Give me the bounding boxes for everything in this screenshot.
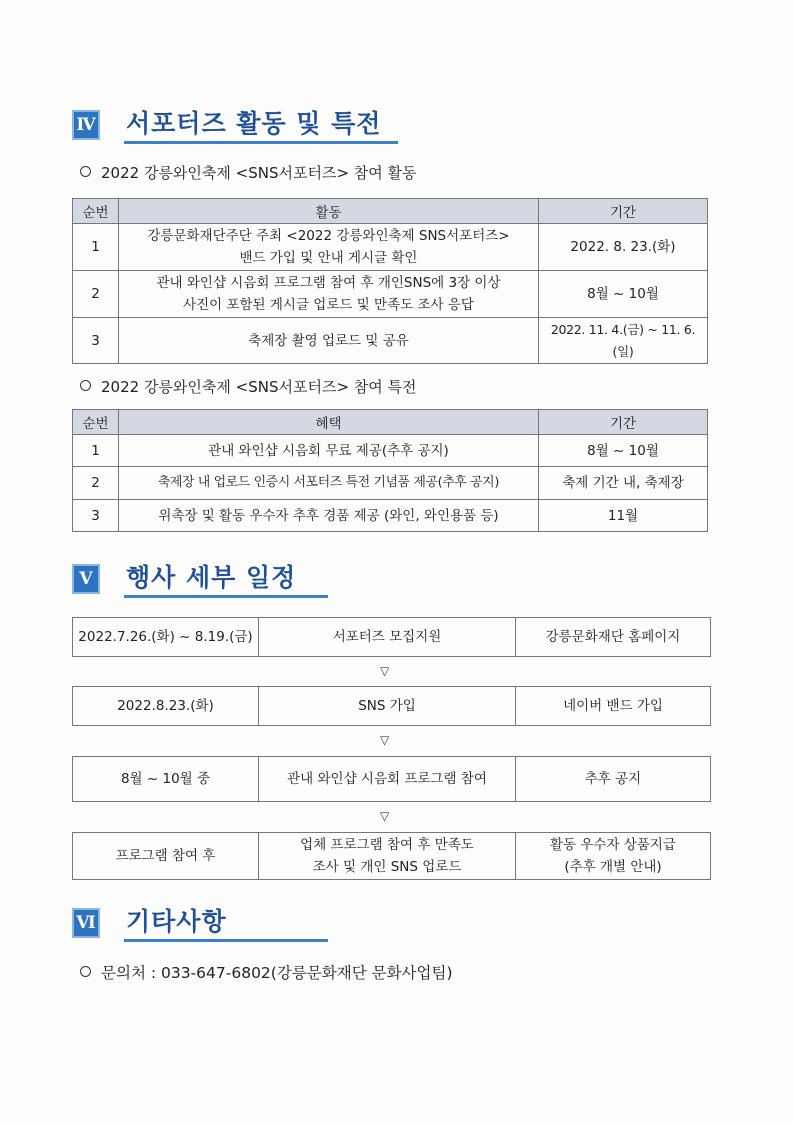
schedule-step-1 xyxy=(72,617,711,657)
step-date: 프로그램 참여 후 xyxy=(73,833,259,880)
step-note: 추후 공지 xyxy=(516,757,711,802)
table-row: 1 관내 와인샵 시음회 무료 제공(추후 공지) 8월 ~ 10월 xyxy=(73,435,708,467)
section-5-underline xyxy=(124,595,328,598)
table-row: 1 강릉문화재단주단 주최 <2022 강릉와인축제 SNS서포터즈> 밴드 가입 및 안내 게시글 확인 2022. 8. 23.(화) xyxy=(73,224,708,271)
section-4-number: Ⅳ xyxy=(72,110,100,140)
section-5-number: Ⅴ xyxy=(72,564,100,594)
circle-bullet-icon xyxy=(80,966,91,977)
table-row: 2 축제장 내 업로드 인증시 서포터즈 특전 기념품 제공(추후 공지) 축제 기간 내, 축제장 xyxy=(73,467,708,500)
step-action: 업체 프로그램 참여 후 만족도 조사 및 개인 SNS 업로드 xyxy=(259,833,516,880)
step-action: 관내 와인샵 시음회 프로그램 참여 xyxy=(259,757,516,802)
step-date: 2022.8.23.(화) xyxy=(73,687,259,726)
col-header-period: 기간 xyxy=(539,199,708,224)
table-row: 3 위촉장 및 활동 우수자 추후 경품 제공 (와인, 와인용품 등) 11월 xyxy=(73,500,708,532)
table-header-row xyxy=(73,199,708,224)
down-arrow-icon: ▽ xyxy=(380,733,390,747)
table-header-row: 순번 혜택 기간 xyxy=(73,410,708,435)
benefits-heading: 2022 강릉와인축제 <SNS서포터즈> 참여 특전 xyxy=(80,376,417,397)
schedule-step-4 xyxy=(72,832,711,880)
section-6-number: Ⅵ xyxy=(72,908,100,938)
section-6-title: 기타사항 xyxy=(126,907,227,936)
down-arrow-icon: ▽ xyxy=(380,809,390,823)
circle-bullet-icon xyxy=(80,166,91,177)
activities-table xyxy=(72,198,708,364)
section-4-title: 서포터즈 활동 및 특전 xyxy=(126,109,382,138)
step-date: 8월 ~ 10월 중 xyxy=(73,757,259,802)
schedule-step-3 xyxy=(72,756,711,802)
circle-bullet-icon xyxy=(80,380,91,391)
schedule-step-2 xyxy=(72,686,711,726)
step-note: 네이버 밴드 가입 xyxy=(516,687,711,726)
down-arrow-icon: ▽ xyxy=(380,664,390,678)
benefits-table xyxy=(72,409,708,532)
section-4-underline xyxy=(124,141,398,144)
contact-info: 문의처 : 033-647-6802(강릉문화재단 문화사업팀) xyxy=(80,961,453,983)
step-date: 2022.7.26.(화) ~ 8.19.(금) xyxy=(73,618,259,657)
table-row: 3 축제장 촬영 업로드 및 공유 2022. 11. 4.(금) ~ 11. 6.(일) xyxy=(73,318,708,364)
step-action: SNS 가입 xyxy=(259,687,516,726)
step-note: 활동 우수자 상품지급 (추후 개별 안내) xyxy=(516,833,711,880)
col-header-activity: 활동 xyxy=(119,199,539,224)
col-header-no: 순번 xyxy=(73,199,119,224)
step-note: 강릉문화재단 홈페이지 xyxy=(516,618,711,657)
section-5-title: 행사 세부 일정 xyxy=(126,563,297,592)
step-action: 서포터즈 모집지원 xyxy=(259,618,516,657)
section-6-underline xyxy=(124,939,328,942)
table-row: 2 관내 와인샵 시음회 프로그램 참여 후 개인SNS에 3장 이상 사진이 포함된 게시글 업로드 및 만족도 조사 응답 8월 ~ 10월 xyxy=(73,271,708,318)
activities-heading: 2022 강릉와인축제 <SNS서포터즈> 참여 활동 xyxy=(80,162,417,183)
